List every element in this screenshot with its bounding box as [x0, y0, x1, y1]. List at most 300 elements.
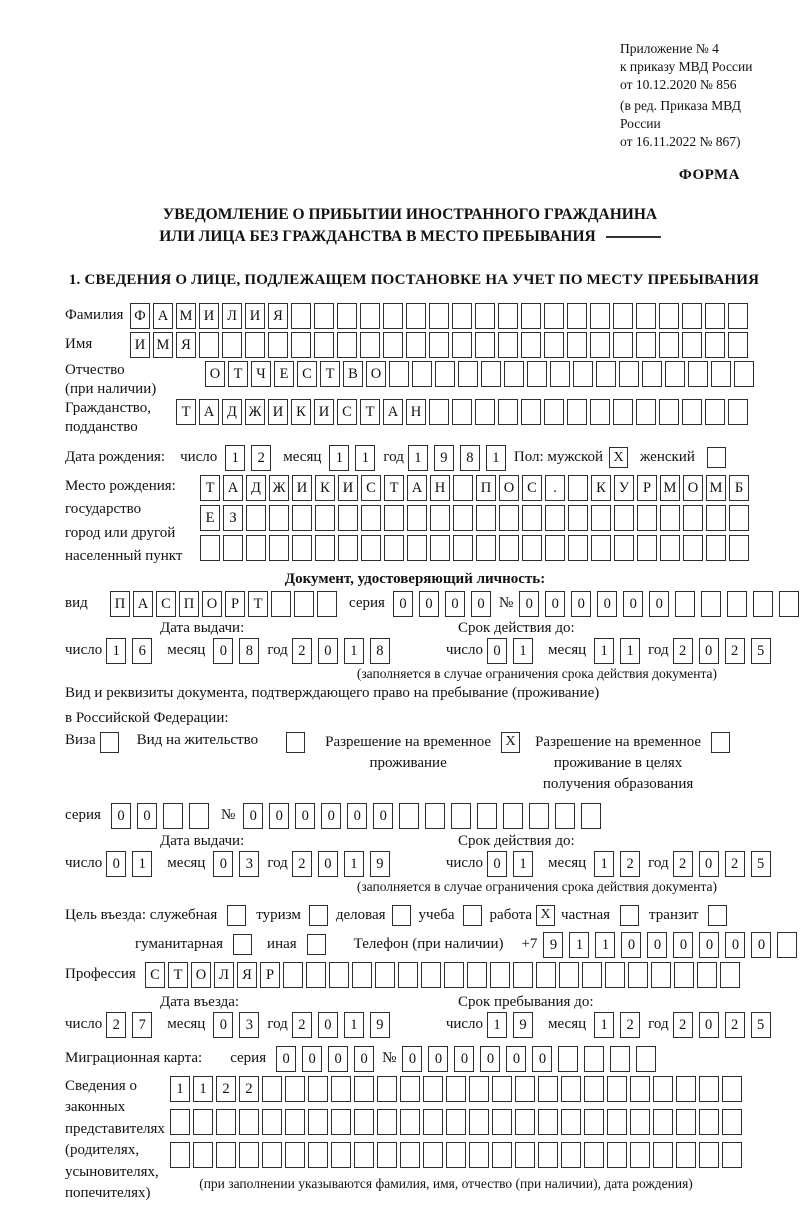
char-cell[interactable]: [423, 1109, 443, 1135]
char-cell[interactable]: [636, 1046, 656, 1072]
char-cell[interactable]: [292, 505, 312, 531]
char-cell[interactable]: [584, 1046, 604, 1072]
char-cell[interactable]: А: [153, 303, 173, 329]
char-cell[interactable]: [377, 1142, 397, 1168]
char-cell[interactable]: [189, 803, 209, 829]
char-cell[interactable]: [245, 332, 265, 358]
char-cell[interactable]: [308, 1109, 328, 1135]
char-cell[interactable]: 0: [623, 591, 643, 617]
char-cell[interactable]: [361, 505, 381, 531]
char-cell[interactable]: [699, 1076, 719, 1102]
char-cell[interactable]: [503, 803, 523, 829]
char-cell[interactable]: [285, 1076, 305, 1102]
char-cell[interactable]: 0: [328, 1046, 348, 1072]
char-cell[interactable]: [521, 399, 541, 425]
char-cell[interactable]: [538, 1076, 558, 1102]
char-cell[interactable]: Н: [430, 475, 450, 501]
char-cell[interactable]: О: [202, 591, 222, 617]
char-cell[interactable]: 0: [532, 1046, 552, 1072]
char-cell[interactable]: [515, 1109, 535, 1135]
char-cell[interactable]: [329, 962, 349, 988]
char-cell[interactable]: [613, 332, 633, 358]
char-cell[interactable]: [545, 535, 565, 561]
char-cell[interactable]: [375, 962, 395, 988]
char-cell[interactable]: 0: [213, 1012, 233, 1038]
purpose-official-checkbox[interactable]: [227, 905, 246, 926]
char-cell[interactable]: Ф: [130, 303, 150, 329]
char-cell[interactable]: Л: [222, 303, 242, 329]
char-cell[interactable]: [630, 1076, 650, 1102]
char-cell[interactable]: [628, 962, 648, 988]
purpose-other-checkbox[interactable]: [307, 934, 326, 955]
char-cell[interactable]: [430, 535, 450, 561]
char-cell[interactable]: [498, 303, 518, 329]
char-cell[interactable]: [268, 332, 288, 358]
char-cell[interactable]: [636, 303, 656, 329]
char-cell[interactable]: [383, 332, 403, 358]
char-cell[interactable]: С: [361, 475, 381, 501]
char-cell[interactable]: С: [156, 591, 176, 617]
char-cell[interactable]: 0: [111, 803, 131, 829]
char-cell[interactable]: Т: [168, 962, 188, 988]
char-cell[interactable]: [676, 1076, 696, 1102]
char-cell[interactable]: Ж: [269, 475, 289, 501]
char-cell[interactable]: 0: [354, 1046, 374, 1072]
char-cell[interactable]: [614, 505, 634, 531]
char-cell[interactable]: [779, 591, 799, 617]
char-cell[interactable]: [407, 535, 427, 561]
char-cell[interactable]: Р: [260, 962, 280, 988]
char-cell[interactable]: 7: [132, 1012, 152, 1038]
char-cell[interactable]: К: [315, 475, 335, 501]
char-cell[interactable]: Р: [637, 475, 657, 501]
char-cell[interactable]: К: [291, 399, 311, 425]
char-cell[interactable]: [469, 1076, 489, 1102]
char-cell[interactable]: [492, 1142, 512, 1168]
char-cell[interactable]: Я: [237, 962, 257, 988]
char-cell[interactable]: [720, 962, 740, 988]
char-cell[interactable]: [331, 1076, 351, 1102]
char-cell[interactable]: [659, 399, 679, 425]
char-cell[interactable]: [545, 505, 565, 531]
char-cell[interactable]: [619, 361, 639, 387]
char-cell[interactable]: .: [545, 475, 565, 501]
char-cell[interactable]: [550, 361, 570, 387]
char-cell[interactable]: 0: [519, 591, 539, 617]
char-cell[interactable]: 2: [292, 638, 312, 664]
char-cell[interactable]: [682, 303, 702, 329]
char-cell[interactable]: [338, 505, 358, 531]
char-cell[interactable]: [476, 505, 496, 531]
char-cell[interactable]: [398, 962, 418, 988]
char-cell[interactable]: О: [366, 361, 386, 387]
char-cell[interactable]: [291, 332, 311, 358]
char-cell[interactable]: [239, 1142, 259, 1168]
char-cell[interactable]: 2: [673, 851, 693, 877]
char-cell[interactable]: [636, 399, 656, 425]
char-cell[interactable]: [412, 361, 432, 387]
char-cell[interactable]: О: [205, 361, 225, 387]
char-cell[interactable]: 0: [673, 932, 693, 958]
char-cell[interactable]: [423, 1076, 443, 1102]
char-cell[interactable]: 0: [419, 591, 439, 617]
char-cell[interactable]: [377, 1109, 397, 1135]
char-cell[interactable]: 0: [269, 803, 289, 829]
char-cell[interactable]: [568, 475, 588, 501]
purpose-tourism-checkbox[interactable]: [309, 905, 328, 926]
char-cell[interactable]: [705, 332, 725, 358]
char-cell[interactable]: М: [176, 303, 196, 329]
char-cell[interactable]: [170, 1109, 190, 1135]
char-cell[interactable]: [308, 1076, 328, 1102]
char-cell[interactable]: 1: [408, 445, 428, 471]
char-cell[interactable]: [705, 303, 725, 329]
char-cell[interactable]: [682, 399, 702, 425]
char-cell[interactable]: [315, 535, 335, 561]
char-cell[interactable]: [544, 399, 564, 425]
char-cell[interactable]: [590, 399, 610, 425]
char-cell[interactable]: 1: [513, 638, 533, 664]
char-cell[interactable]: П: [179, 591, 199, 617]
char-cell[interactable]: [193, 1142, 213, 1168]
char-cell[interactable]: С: [297, 361, 317, 387]
char-cell[interactable]: [452, 303, 472, 329]
char-cell[interactable]: [701, 591, 721, 617]
char-cell[interactable]: 1: [594, 851, 614, 877]
char-cell[interactable]: 0: [213, 851, 233, 877]
char-cell[interactable]: О: [683, 475, 703, 501]
char-cell[interactable]: [452, 332, 472, 358]
char-cell[interactable]: [451, 803, 471, 829]
char-cell[interactable]: [283, 962, 303, 988]
char-cell[interactable]: [354, 1076, 374, 1102]
char-cell[interactable]: 1: [170, 1076, 190, 1102]
char-cell[interactable]: [400, 1142, 420, 1168]
char-cell[interactable]: 0: [699, 1012, 719, 1038]
char-cell[interactable]: [697, 962, 717, 988]
char-cell[interactable]: [200, 535, 220, 561]
char-cell[interactable]: 2: [292, 1012, 312, 1038]
char-cell[interactable]: Д: [246, 475, 266, 501]
char-cell[interactable]: [630, 1109, 650, 1135]
char-cell[interactable]: [469, 1142, 489, 1168]
char-cell[interactable]: 0: [699, 638, 719, 664]
char-cell[interactable]: 0: [480, 1046, 500, 1072]
char-cell[interactable]: [331, 1109, 351, 1135]
char-cell[interactable]: [607, 1076, 627, 1102]
char-cell[interactable]: [308, 1142, 328, 1168]
char-cell[interactable]: 8: [239, 638, 259, 664]
char-cell[interactable]: [216, 1142, 236, 1168]
char-cell[interactable]: 1: [594, 638, 614, 664]
char-cell[interactable]: [435, 361, 455, 387]
char-cell[interactable]: [676, 1109, 696, 1135]
purpose-study-checkbox[interactable]: [463, 905, 482, 926]
char-cell[interactable]: Т: [200, 475, 220, 501]
char-cell[interactable]: Н: [406, 399, 426, 425]
char-cell[interactable]: [246, 505, 266, 531]
char-cell[interactable]: [706, 535, 726, 561]
char-cell[interactable]: [163, 803, 183, 829]
char-cell[interactable]: [705, 399, 725, 425]
char-cell[interactable]: [567, 332, 587, 358]
char-cell[interactable]: 0: [318, 638, 338, 664]
char-cell[interactable]: [430, 505, 450, 531]
char-cell[interactable]: [314, 332, 334, 358]
char-cell[interactable]: В: [343, 361, 363, 387]
char-cell[interactable]: [567, 399, 587, 425]
char-cell[interactable]: [613, 303, 633, 329]
char-cell[interactable]: [476, 535, 496, 561]
char-cell[interactable]: [676, 1142, 696, 1168]
char-cell[interactable]: [475, 399, 495, 425]
char-cell[interactable]: [688, 361, 708, 387]
char-cell[interactable]: 2: [725, 638, 745, 664]
char-cell[interactable]: [711, 361, 731, 387]
char-cell[interactable]: [498, 399, 518, 425]
char-cell[interactable]: 0: [393, 591, 413, 617]
char-cell[interactable]: 1: [487, 1012, 507, 1038]
char-cell[interactable]: [199, 332, 219, 358]
char-cell[interactable]: [521, 303, 541, 329]
char-cell[interactable]: 5: [751, 851, 771, 877]
char-cell[interactable]: [722, 1076, 742, 1102]
char-cell[interactable]: [683, 535, 703, 561]
char-cell[interactable]: [423, 1142, 443, 1168]
char-cell[interactable]: [591, 505, 611, 531]
char-cell[interactable]: 3: [239, 1012, 259, 1038]
char-cell[interactable]: А: [199, 399, 219, 425]
char-cell[interactable]: [722, 1109, 742, 1135]
char-cell[interactable]: 0: [597, 591, 617, 617]
char-cell[interactable]: Т: [384, 475, 404, 501]
char-cell[interactable]: А: [223, 475, 243, 501]
char-cell[interactable]: И: [268, 399, 288, 425]
char-cell[interactable]: О: [191, 962, 211, 988]
char-cell[interactable]: [527, 361, 547, 387]
char-cell[interactable]: [659, 303, 679, 329]
char-cell[interactable]: 0: [445, 591, 465, 617]
char-cell[interactable]: [605, 962, 625, 988]
char-cell[interactable]: [636, 332, 656, 358]
char-cell[interactable]: [499, 535, 519, 561]
char-cell[interactable]: 1: [620, 638, 640, 664]
char-cell[interactable]: 2: [673, 1012, 693, 1038]
purpose-business-checkbox[interactable]: [392, 905, 411, 926]
char-cell[interactable]: С: [145, 962, 165, 988]
char-cell[interactable]: 0: [571, 591, 591, 617]
char-cell[interactable]: [727, 591, 747, 617]
char-cell[interactable]: И: [245, 303, 265, 329]
char-cell[interactable]: [722, 1142, 742, 1168]
char-cell[interactable]: [262, 1109, 282, 1135]
char-cell[interactable]: [555, 803, 575, 829]
char-cell[interactable]: И: [199, 303, 219, 329]
char-cell[interactable]: 2: [673, 638, 693, 664]
char-cell[interactable]: 0: [321, 803, 341, 829]
char-cell[interactable]: [734, 361, 754, 387]
char-cell[interactable]: [515, 1076, 535, 1102]
char-cell[interactable]: [400, 1109, 420, 1135]
char-cell[interactable]: 0: [276, 1046, 296, 1072]
char-cell[interactable]: 1: [486, 445, 506, 471]
char-cell[interactable]: [567, 303, 587, 329]
char-cell[interactable]: 0: [699, 932, 719, 958]
char-cell[interactable]: [729, 535, 749, 561]
char-cell[interactable]: 1: [225, 445, 245, 471]
char-cell[interactable]: 0: [318, 1012, 338, 1038]
char-cell[interactable]: [544, 303, 564, 329]
char-cell[interactable]: [291, 303, 311, 329]
char-cell[interactable]: 5: [751, 638, 771, 664]
char-cell[interactable]: Т: [228, 361, 248, 387]
char-cell[interactable]: 0: [649, 591, 669, 617]
char-cell[interactable]: [453, 505, 473, 531]
char-cell[interactable]: [384, 535, 404, 561]
temp-residence-checkbox[interactable]: X: [501, 732, 520, 753]
char-cell[interactable]: 0: [487, 851, 507, 877]
char-cell[interactable]: [475, 303, 495, 329]
char-cell[interactable]: Д: [222, 399, 242, 425]
char-cell[interactable]: 1: [595, 932, 615, 958]
char-cell[interactable]: [246, 535, 266, 561]
char-cell[interactable]: 9: [543, 932, 563, 958]
char-cell[interactable]: 0: [454, 1046, 474, 1072]
char-cell[interactable]: [429, 303, 449, 329]
char-cell[interactable]: [492, 1109, 512, 1135]
char-cell[interactable]: [354, 1142, 374, 1168]
char-cell[interactable]: [429, 399, 449, 425]
gender-male-checkbox[interactable]: X: [609, 447, 628, 468]
char-cell[interactable]: [315, 505, 335, 531]
char-cell[interactable]: [490, 962, 510, 988]
char-cell[interactable]: [538, 1109, 558, 1135]
char-cell[interactable]: [222, 332, 242, 358]
char-cell[interactable]: 2: [620, 851, 640, 877]
char-cell[interactable]: [425, 803, 445, 829]
char-cell[interactable]: [498, 332, 518, 358]
char-cell[interactable]: [683, 505, 703, 531]
char-cell[interactable]: 3: [239, 851, 259, 877]
char-cell[interactable]: [429, 332, 449, 358]
char-cell[interactable]: 1: [513, 851, 533, 877]
char-cell[interactable]: Е: [200, 505, 220, 531]
char-cell[interactable]: [590, 332, 610, 358]
char-cell[interactable]: [728, 399, 748, 425]
char-cell[interactable]: 0: [347, 803, 367, 829]
char-cell[interactable]: [492, 1076, 512, 1102]
char-cell[interactable]: 1: [132, 851, 152, 877]
char-cell[interactable]: 2: [725, 1012, 745, 1038]
char-cell[interactable]: 2: [106, 1012, 126, 1038]
char-cell[interactable]: [729, 505, 749, 531]
char-cell[interactable]: 0: [545, 591, 565, 617]
char-cell[interactable]: 9: [370, 851, 390, 877]
char-cell[interactable]: [271, 591, 291, 617]
char-cell[interactable]: [446, 1109, 466, 1135]
char-cell[interactable]: [777, 932, 797, 958]
char-cell[interactable]: Т: [360, 399, 380, 425]
char-cell[interactable]: 2: [620, 1012, 640, 1038]
char-cell[interactable]: 2: [292, 851, 312, 877]
char-cell[interactable]: [582, 962, 602, 988]
char-cell[interactable]: [285, 1142, 305, 1168]
char-cell[interactable]: [292, 535, 312, 561]
char-cell[interactable]: 0: [699, 851, 719, 877]
char-cell[interactable]: [584, 1076, 604, 1102]
char-cell[interactable]: [706, 505, 726, 531]
char-cell[interactable]: С: [522, 475, 542, 501]
char-cell[interactable]: Б: [729, 475, 749, 501]
char-cell[interactable]: 2: [239, 1076, 259, 1102]
char-cell[interactable]: П: [476, 475, 496, 501]
char-cell[interactable]: [568, 505, 588, 531]
char-cell[interactable]: [446, 1076, 466, 1102]
visa-checkbox[interactable]: [100, 732, 119, 753]
char-cell[interactable]: [469, 1109, 489, 1135]
char-cell[interactable]: [406, 303, 426, 329]
char-cell[interactable]: [699, 1142, 719, 1168]
char-cell[interactable]: [544, 332, 564, 358]
char-cell[interactable]: Ж: [245, 399, 265, 425]
char-cell[interactable]: [467, 962, 487, 988]
char-cell[interactable]: П: [110, 591, 130, 617]
char-cell[interactable]: [481, 361, 501, 387]
purpose-private-checkbox[interactable]: [620, 905, 639, 926]
char-cell[interactable]: 8: [460, 445, 480, 471]
char-cell[interactable]: [610, 1046, 630, 1072]
char-cell[interactable]: [522, 505, 542, 531]
char-cell[interactable]: [568, 535, 588, 561]
purpose-humanitarian-checkbox[interactable]: [233, 934, 252, 955]
char-cell[interactable]: М: [660, 475, 680, 501]
char-cell[interactable]: [499, 505, 519, 531]
purpose-transit-checkbox[interactable]: [708, 905, 727, 926]
char-cell[interactable]: 5: [751, 1012, 771, 1038]
char-cell[interactable]: 9: [513, 1012, 533, 1038]
char-cell[interactable]: 0: [302, 1046, 322, 1072]
char-cell[interactable]: 1: [569, 932, 589, 958]
char-cell[interactable]: [361, 535, 381, 561]
char-cell[interactable]: 0: [295, 803, 315, 829]
purpose-work-checkbox[interactable]: X: [536, 905, 555, 926]
char-cell[interactable]: 0: [428, 1046, 448, 1072]
char-cell[interactable]: [453, 475, 473, 501]
char-cell[interactable]: [674, 962, 694, 988]
char-cell[interactable]: [223, 535, 243, 561]
char-cell[interactable]: [400, 1076, 420, 1102]
char-cell[interactable]: [584, 1109, 604, 1135]
char-cell[interactable]: 2: [251, 445, 271, 471]
char-cell[interactable]: [699, 1109, 719, 1135]
char-cell[interactable]: [513, 962, 533, 988]
residence-permit-checkbox[interactable]: [286, 732, 305, 753]
char-cell[interactable]: Т: [248, 591, 268, 617]
char-cell[interactable]: [660, 535, 680, 561]
char-cell[interactable]: И: [130, 332, 150, 358]
char-cell[interactable]: [354, 1109, 374, 1135]
char-cell[interactable]: [607, 1109, 627, 1135]
char-cell[interactable]: [262, 1142, 282, 1168]
char-cell[interactable]: [515, 1142, 535, 1168]
char-cell[interactable]: К: [591, 475, 611, 501]
char-cell[interactable]: [660, 505, 680, 531]
temp-residence-edu-checkbox[interactable]: [711, 732, 730, 753]
char-cell[interactable]: 0: [621, 932, 641, 958]
char-cell[interactable]: [561, 1142, 581, 1168]
char-cell[interactable]: [653, 1076, 673, 1102]
char-cell[interactable]: 0: [318, 851, 338, 877]
